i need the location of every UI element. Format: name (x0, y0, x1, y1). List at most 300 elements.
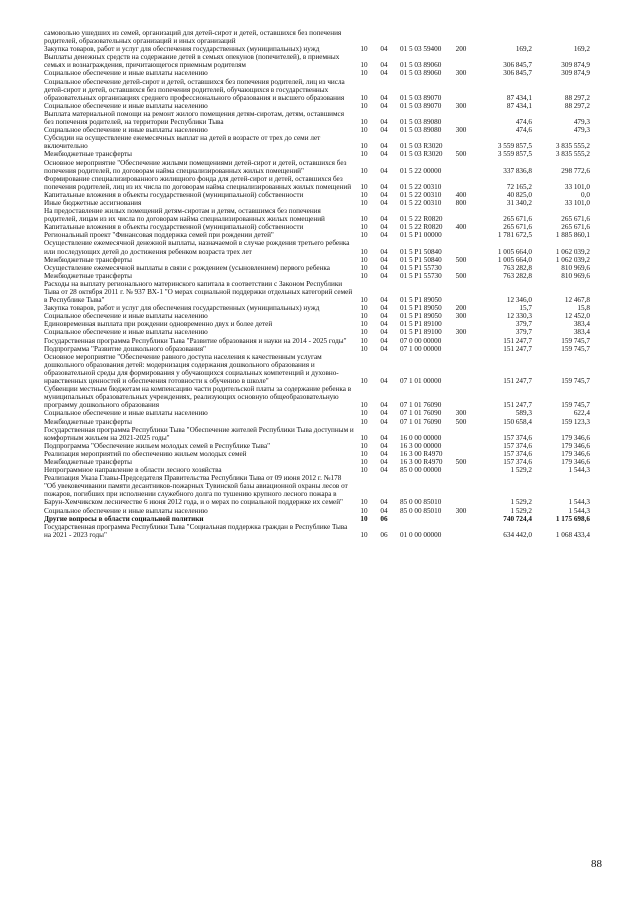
row-amount-year2: 1 068 433,4 (555, 530, 590, 539)
row-section-code: 10 (360, 417, 368, 426)
row-amount-year2: 265 671,6 (561, 223, 590, 232)
row-expense-type: 300 (455, 126, 467, 135)
row-section-code: 10 (360, 514, 368, 523)
table-row (44, 191, 610, 199)
row-target-article: 01 5 P1 89100 (400, 320, 442, 329)
row-expense-type: 300 (455, 409, 467, 418)
row-subsection-code: 04 (380, 198, 388, 207)
row-amount-year1: 150 658,4 (503, 417, 532, 426)
table-row (44, 312, 610, 320)
table-row (44, 223, 610, 231)
table-row (44, 280, 610, 304)
row-amount-year1: 12 330,3 (506, 312, 532, 321)
row-name: На предоставление жилых помещений детям-сиротам и детям, оставшимся без попечения родителей, лицам из их числа по договорам найма специализированных жилых помещений (44, 207, 325, 224)
table-row (44, 134, 610, 150)
row-section-code: 10 (360, 118, 368, 127)
row-target-article: 07 1 00 00000 (400, 344, 442, 353)
row-amount-year2: 159 745,7 (561, 401, 590, 410)
row-amount-year1: 31 340,2 (506, 198, 532, 207)
row-target-article: 01 5 P1 55730 (400, 271, 442, 280)
row-name: Единовременная выплата при рождении одновременно двух и более детей (44, 320, 273, 329)
row-amount-year1: 15,7 (519, 304, 532, 313)
row-name: Субвенции местным бюджетам на компенсацию части родительской платы за содержание ребенка в муниципальных образовательных учреждениях, реализующих основную общеобразовательную программу дошкольного образования (44, 385, 352, 410)
table-row (44, 110, 610, 126)
row-amount-year2: 810 969,6 (561, 271, 590, 280)
row-amount-year1: 87 434,1 (506, 101, 532, 110)
row-amount-year1: 169,2 (515, 45, 532, 54)
table-row (44, 256, 610, 264)
row-name: Капитальные вложения в объекты государственной (муниципальной) собственности (44, 190, 304, 199)
row-amount-year1: 265 671,6 (503, 215, 532, 224)
row-expense-type: 200 (455, 304, 467, 313)
row-amount-year2: 298 772,6 (561, 166, 590, 175)
row-expense-type: 300 (455, 506, 467, 515)
row-expense-type: 400 (455, 223, 467, 232)
row-name: самовольно ушедших из семей, организаций для детей-сирот и детей, оставшихся без попечения родителей, образовательных организаций и иных организаций (44, 29, 342, 46)
row-target-article: 16 3 00 00000 (400, 441, 442, 450)
row-target-article: 01 0 00 00000 (400, 530, 442, 539)
row-amount-year1: 589,3 (515, 409, 532, 418)
row-section-code: 10 (360, 61, 368, 70)
row-target-article: 01 5 22 00000 (400, 166, 442, 175)
row-target-article: 01 5 P1 89050 (400, 304, 442, 313)
row-section-code: 10 (360, 320, 368, 329)
table-row (44, 304, 610, 312)
table-row (44, 175, 610, 191)
row-amount-year1: 157 374,6 (503, 441, 532, 450)
row-subsection-code: 04 (380, 182, 388, 191)
row-target-article: 07 1 01 76090 (400, 417, 442, 426)
row-section-code: 10 (360, 328, 368, 337)
row-amount-year2: 1 544,3 (568, 498, 590, 507)
row-subsection-code: 04 (380, 506, 388, 515)
table-row (44, 385, 610, 409)
row-subsection-code: 06 (380, 530, 388, 539)
row-subsection-code: 04 (380, 231, 388, 240)
row-subsection-code: 04 (380, 271, 388, 280)
row-amount-year2: 12 452,0 (564, 312, 590, 321)
table-row (44, 231, 610, 239)
row-amount-year2: 1 062 039,2 (555, 255, 590, 264)
row-target-article: 01 5 P1 50840 (400, 255, 442, 264)
row-amount-year2: 33 101,0 (564, 198, 590, 207)
row-name: Формирование специализированного жилищного фонда для детей-сирот и детей, оставшихся без попечения родителей, лиц из их числа по договорам найма специализированных жилых помещений (44, 174, 352, 191)
row-target-article: 01 5 03 89060 (400, 61, 442, 70)
row-section-code: 10 (360, 198, 368, 207)
row-target-article: 07 0 00 00000 (400, 336, 442, 345)
row-amount-year1: 1 529,2 (510, 498, 532, 507)
row-section-code: 10 (360, 231, 368, 240)
row-target-article: 85 0 00 00000 (400, 466, 442, 475)
table-row (44, 78, 610, 102)
row-subsection-code: 04 (380, 223, 388, 232)
row-name: Государственная программа Республики Тыва "Обеспечение жителей Республики Тыва доступным и комфортным жильем на 2021-2025 годы" (44, 425, 354, 442)
row-amount-year2: 33 101,0 (564, 182, 590, 191)
row-amount-year2: 810 969,6 (561, 263, 590, 272)
row-target-article: 01 5 P1 89050 (400, 312, 442, 321)
row-amount-year1: 157 374,6 (503, 433, 532, 442)
row-target-article: 01 5 03 89070 (400, 101, 442, 110)
row-subsection-code: 04 (380, 190, 388, 199)
row-section-code: 10 (360, 441, 368, 450)
row-section-code: 10 (360, 69, 368, 78)
row-target-article: 07 1 01 76090 (400, 409, 442, 418)
row-name: Социальное обеспечение и иные выплаты населению (44, 101, 208, 110)
row-section-code: 10 (360, 530, 368, 539)
table-row (44, 320, 610, 328)
row-name: Иные бюджетные ассигнования (44, 198, 142, 207)
row-amount-year2: 159 745,7 (561, 377, 590, 386)
row-subsection-code: 04 (380, 466, 388, 475)
page-number: 88 (591, 858, 602, 870)
row-subsection-code: 04 (380, 449, 388, 458)
row-target-article: 07 1 01 00000 (400, 377, 442, 386)
row-subsection-code: 04 (380, 255, 388, 264)
row-name: Межбюджетные трансферты (44, 457, 132, 466)
row-amount-year1: 763 282,8 (503, 271, 532, 280)
row-name: Социальное обеспечение и иные выплаты населению (44, 328, 208, 337)
row-subsection-code: 04 (380, 304, 388, 313)
row-amount-year2: 88 297,2 (564, 93, 590, 102)
row-subsection-code: 04 (380, 247, 388, 256)
row-name: Межбюджетные трансферты (44, 150, 132, 159)
row-amount-year2: 159 745,7 (561, 336, 590, 345)
table-row (44, 102, 610, 110)
row-target-article: 01 5 22 00310 (400, 182, 442, 191)
row-target-article: 01 5 03 89080 (400, 118, 442, 127)
table-row (44, 458, 610, 466)
row-subsection-code: 04 (380, 457, 388, 466)
row-subsection-code: 04 (380, 498, 388, 507)
row-name: Социальное обеспечение и иные выплаты населению (44, 312, 208, 321)
row-amount-year1: 87 434,1 (506, 93, 532, 102)
table-row (44, 328, 610, 336)
row-target-article: 16 3 00 R4970 (400, 449, 443, 458)
row-amount-year1: 265 671,6 (503, 223, 532, 232)
row-target-article: 01 5 03 89060 (400, 69, 442, 78)
row-target-article: 01 5 03 R3020 (400, 150, 443, 159)
table-row (44, 353, 610, 385)
row-name: Выплата материальной помощи на ремонт жилого помещения детям-сиротам, детям, оставшимся без попечения родителей, на территории Республики Тыва (44, 109, 345, 127)
row-subsection-code: 04 (380, 296, 388, 305)
row-name: Подпрограмма "Обеспечение жильем молодых семей в Республике Тыва" (44, 441, 271, 450)
row-amount-year1: 1 781 672,5 (497, 231, 532, 240)
row-amount-year1: 151 247,7 (503, 344, 532, 353)
row-amount-year2: 383,4 (573, 320, 590, 329)
row-subsection-code: 04 (380, 377, 388, 386)
row-section-code: 10 (360, 263, 368, 272)
row-amount-year2: 179 346,6 (561, 449, 590, 458)
row-target-article: 01 5 22 R0820 (400, 215, 443, 224)
row-section-code: 10 (360, 190, 368, 199)
row-name: Субсидии на осуществление ежемесячных выплат на детей в возрасте от трех до семи лет включительно (44, 134, 321, 151)
row-amount-year1: 151 247,7 (503, 377, 532, 386)
row-amount-year1: 1 529,2 (510, 466, 532, 475)
row-expense-type: 300 (455, 69, 467, 78)
row-section-code: 10 (360, 449, 368, 458)
row-amount-year2: 1 544,3 (568, 506, 590, 515)
row-amount-year1: 379,7 (515, 328, 532, 337)
row-name: Основное мероприятие "Обеспечение равного доступа населения к качественным услугам дошкольного образования детей: модернизация содержания дошкольного образования и образовательной среды для формирования у обучающихся социальных компетенций и духовно-нравственных ценностей и обеспечения готовности к обучению в школе" (44, 352, 339, 386)
row-section-code: 10 (360, 401, 368, 410)
row-expense-type: 300 (455, 312, 467, 321)
row-name: Осуществление ежемесячной выплаты в связи с рождением (усыновлением) первого ребенка (44, 263, 330, 272)
row-amount-year2: 479,3 (573, 126, 590, 135)
row-section-code: 10 (360, 93, 368, 102)
table-row (44, 515, 610, 523)
table-row (44, 450, 610, 458)
table-row (44, 418, 610, 426)
row-amount-year2: 159 745,7 (561, 344, 590, 353)
table-row (44, 523, 610, 539)
row-amount-year1: 474,6 (515, 126, 532, 135)
row-section-code: 10 (360, 466, 368, 475)
row-expense-type: 500 (455, 457, 467, 466)
table-row (44, 199, 610, 207)
row-amount-year2: 0,0 (581, 190, 590, 199)
row-target-article: 01 5 P1 00000 (400, 231, 442, 240)
row-target-article: 16 3 00 R4970 (400, 457, 443, 466)
row-name: Капитальные вложения в объекты государственной (муниципальной) собственности (44, 223, 304, 232)
table-row (44, 126, 610, 134)
row-section-code: 10 (360, 101, 368, 110)
row-subsection-code: 04 (380, 69, 388, 78)
row-amount-year1: 740 724,4 (503, 514, 532, 523)
row-target-article: 01 5 22 00310 (400, 190, 442, 199)
row-amount-year2: 479,3 (573, 118, 590, 127)
table-row (44, 264, 610, 272)
table-row (44, 69, 610, 77)
row-section-code: 10 (360, 312, 368, 321)
row-amount-year1: 40 825,0 (506, 190, 532, 199)
row-amount-year1: 1 529,2 (510, 506, 532, 515)
row-amount-year1: 12 346,0 (506, 296, 532, 305)
row-name: Основное мероприятие "Обеспечение жилыми помещениями детей-сирот и детей, оставшихся без попечения родителей, по договорам найма специализированных жилых помещений" (44, 158, 347, 175)
row-expense-type: 500 (455, 271, 467, 280)
row-amount-year2: 309 874,9 (561, 69, 590, 78)
row-subsection-code: 04 (380, 101, 388, 110)
row-amount-year1: 157 374,6 (503, 457, 532, 466)
row-amount-year2: 383,4 (573, 328, 590, 337)
row-name: Межбюджетные трансферты (44, 255, 132, 264)
table-row (44, 53, 610, 69)
row-amount-year2: 169,2 (573, 45, 590, 54)
row-subsection-code: 04 (380, 142, 388, 151)
row-subsection-code: 04 (380, 417, 388, 426)
row-section-code: 10 (360, 166, 368, 175)
row-amount-year2: 88 297,2 (564, 101, 590, 110)
row-amount-year2: 1 175 698,6 (555, 514, 590, 523)
table-row (44, 442, 610, 450)
row-target-article: 01 5 03 89080 (400, 126, 442, 135)
row-subsection-code: 04 (380, 166, 388, 175)
row-name: Государственная программа Республики Тыва "Социальная поддержка граждан в Республике Тыва на 2021 - 2023 годы" (44, 522, 348, 539)
row-name: Непрограммное направление в области лесного хозяйства (44, 466, 222, 475)
row-target-article: 85 0 00 85010 (400, 498, 442, 507)
row-amount-year2: 265 671,6 (561, 215, 590, 224)
row-expense-type: 400 (455, 190, 467, 199)
row-amount-year2: 15,8 (577, 304, 590, 313)
row-subsection-code: 04 (380, 312, 388, 321)
row-section-code: 10 (360, 247, 368, 256)
row-amount-year2: 179 346,6 (561, 441, 590, 450)
row-amount-year1: 634 442,0 (503, 530, 532, 539)
row-section-code: 10 (360, 336, 368, 345)
row-name: Закупка товаров, работ и услуг для обеспечения государственных (муниципальных) нужд (44, 45, 320, 54)
row-target-article: 01 5 P1 55730 (400, 263, 442, 272)
row-name: Социальное обеспечение и иные выплаты населению (44, 506, 208, 515)
row-amount-year1: 3 559 857,5 (497, 142, 532, 151)
row-subsection-code: 04 (380, 409, 388, 418)
row-subsection-code: 04 (380, 263, 388, 272)
row-section-code: 10 (360, 304, 368, 313)
row-section-code: 10 (360, 45, 368, 54)
row-target-article: 01 5 03 59400 (400, 45, 442, 54)
row-section-code: 10 (360, 296, 368, 305)
row-subsection-code: 04 (380, 118, 388, 127)
row-section-code: 10 (360, 498, 368, 507)
row-name: Подпрограмма "Развитие дошкольного образования" (44, 344, 206, 353)
row-name: Реализация мероприятий по обеспечению жильем молодых семей (44, 449, 247, 458)
row-subsection-code: 04 (380, 328, 388, 337)
row-section-code: 10 (360, 215, 368, 224)
row-subsection-code: 04 (380, 441, 388, 450)
row-subsection-code: 04 (380, 45, 388, 54)
row-amount-year2: 3 835 555,2 (555, 150, 590, 159)
row-section-code: 10 (360, 506, 368, 515)
row-name: Социальное обеспечение и иные выплаты населению (44, 69, 208, 78)
row-name: Государственная программа Республики Тыва "Развитие образования и науки на 2014 - 2025 годы" (44, 336, 347, 345)
table-row (44, 345, 610, 353)
row-section-code: 10 (360, 271, 368, 280)
row-section-code: 10 (360, 142, 368, 151)
row-amount-year1: 151 247,7 (503, 336, 532, 345)
row-target-article: 01 5 03 R3020 (400, 142, 443, 151)
row-name: Другие вопросы в области социальной политики (44, 514, 204, 523)
row-amount-year2: 1 885 860,1 (555, 231, 590, 240)
row-amount-year1: 151 247,7 (503, 401, 532, 410)
row-amount-year1: 763 282,8 (503, 263, 532, 272)
row-subsection-code: 04 (380, 320, 388, 329)
row-section-code: 10 (360, 457, 368, 466)
row-subsection-code: 04 (380, 93, 388, 102)
row-expense-type: 500 (455, 417, 467, 426)
row-subsection-code: 04 (380, 150, 388, 159)
table-row (44, 45, 610, 53)
row-amount-year2: 1 544,3 (568, 466, 590, 475)
row-name: Расходы на выплату регионального материнского капитала в соответствии с Законом Республики Тыва от 28 октября 2011 г. № 937 ВХ-1 "О мерах социальной поддержки отдельных категорий семей в Республике Тыва" (44, 279, 353, 305)
row-amount-year2: 179 346,6 (561, 433, 590, 442)
row-subsection-code: 04 (380, 215, 388, 224)
row-amount-year1: 157 374,6 (503, 449, 532, 458)
row-name: Закупка товаров, работ и услуг для обеспечения государственных (муниципальных) нужд (44, 304, 320, 313)
row-name: Осуществление ежемесячной денежной выплаты, назначаемой в случае рождения третьего ребенка или последующих детей до достижения ребенком возраста трех лет (44, 239, 350, 256)
row-expense-type: 300 (455, 101, 467, 110)
row-section-code: 10 (360, 255, 368, 264)
table-row (44, 507, 610, 515)
row-amount-year1: 306 845,7 (503, 61, 532, 70)
row-target-article: 01 5 22 R0820 (400, 223, 443, 232)
row-amount-year1: 379,7 (515, 320, 532, 329)
table-row (44, 474, 610, 506)
row-amount-year2: 12 467,8 (564, 296, 590, 305)
row-target-article: 85 0 00 85010 (400, 506, 442, 515)
table-row (44, 272, 610, 280)
row-amount-year1: 3 559 857,5 (497, 150, 532, 159)
row-subsection-code: 06 (380, 514, 388, 523)
row-amount-year2: 3 835 555,2 (555, 142, 590, 151)
row-subsection-code: 04 (380, 61, 388, 70)
table-row (44, 409, 610, 417)
row-amount-year2: 622,4 (573, 409, 590, 418)
row-amount-year2: 179 346,6 (561, 457, 590, 466)
row-amount-year1: 474,6 (515, 118, 532, 127)
row-subsection-code: 04 (380, 433, 388, 442)
row-name: Социальное обеспечение и иные выплаты населению (44, 126, 208, 135)
table-row (44, 159, 610, 175)
row-section-code: 10 (360, 433, 368, 442)
row-subsection-code: 04 (380, 126, 388, 135)
row-subsection-code: 04 (380, 401, 388, 410)
row-expense-type: 200 (455, 45, 467, 54)
row-subsection-code: 04 (380, 336, 388, 345)
row-target-article: 01 5 P1 50840 (400, 247, 442, 256)
budget-table (44, 29, 610, 539)
table-row (44, 29, 610, 45)
table-row (44, 150, 610, 158)
row-section-code: 10 (360, 223, 368, 232)
row-section-code: 10 (360, 126, 368, 135)
row-amount-year1: 337 836,8 (503, 166, 532, 175)
table-row (44, 426, 610, 442)
table-row (44, 239, 610, 255)
row-section-code: 10 (360, 150, 368, 159)
row-expense-type: 500 (455, 150, 467, 159)
row-expense-type: 300 (455, 328, 467, 337)
row-target-article: 01 5 P1 89050 (400, 296, 442, 305)
row-expense-type: 500 (455, 255, 467, 264)
row-amount-year2: 1 062 039,2 (555, 247, 590, 256)
row-amount-year1: 306 845,7 (503, 69, 532, 78)
row-section-code: 10 (360, 344, 368, 353)
row-target-article: 01 5 22 00310 (400, 198, 442, 207)
table-row (44, 207, 610, 223)
row-target-article: 07 1 01 76090 (400, 401, 442, 410)
row-section-code: 10 (360, 377, 368, 386)
row-amount-year1: 72 165,2 (506, 182, 532, 191)
row-name: Реализация Указа Главы-Председателя Правительства Республики Тыва от 09 июня 2012 г. №178 "Об увековечивании памяти десантников-пожарных Тувинской базы авиационной охраны лесов от пожаров, погибших при исполнении служебного долга по тушению крупного лесного пожара в Барун-Хемчикском лесничестве 6 июня 2012 года, и о мерах по социальной поддержке их семей" (44, 474, 348, 507)
row-target-article: 01 5 03 89070 (400, 93, 442, 102)
row-section-code: 10 (360, 409, 368, 418)
row-target-article: 01 5 P1 89100 (400, 328, 442, 337)
row-section-code: 10 (360, 182, 368, 191)
row-amount-year2: 159 123,3 (561, 417, 590, 426)
row-amount-year2: 309 874,9 (561, 61, 590, 70)
row-amount-year1: 1 005 664,0 (497, 247, 532, 256)
row-target-article: 16 0 00 00000 (400, 433, 442, 442)
row-subsection-code: 04 (380, 344, 388, 353)
row-name: Социальное обеспечение и иные выплаты населению (44, 409, 208, 418)
table-row (44, 466, 610, 474)
table-row (44, 337, 610, 345)
row-expense-type: 800 (455, 198, 467, 207)
row-name: Выплаты денежных средств на содержание детей в семьях опекунов (попечителей), в приемных семьях и вознаграждения, причитающегося приемным родителям (44, 53, 340, 70)
row-name: Межбюджетные трансферты (44, 417, 132, 426)
row-amount-year1: 1 005 664,0 (497, 255, 532, 264)
row-name: Социальное обеспечение детей-сирот и детей, оставшихся без попечения родителей, лиц из числа детей-сирот и детей, оставшихся без попечения родителей, обучающихся в государственных образовательных организациях среднего профессионального образования и высшего образования (44, 77, 345, 102)
row-name: Межбюджетные трансферты (44, 271, 132, 280)
row-name: Региональный проект "Финансовая поддержка семей при рождении детей" (44, 231, 274, 240)
